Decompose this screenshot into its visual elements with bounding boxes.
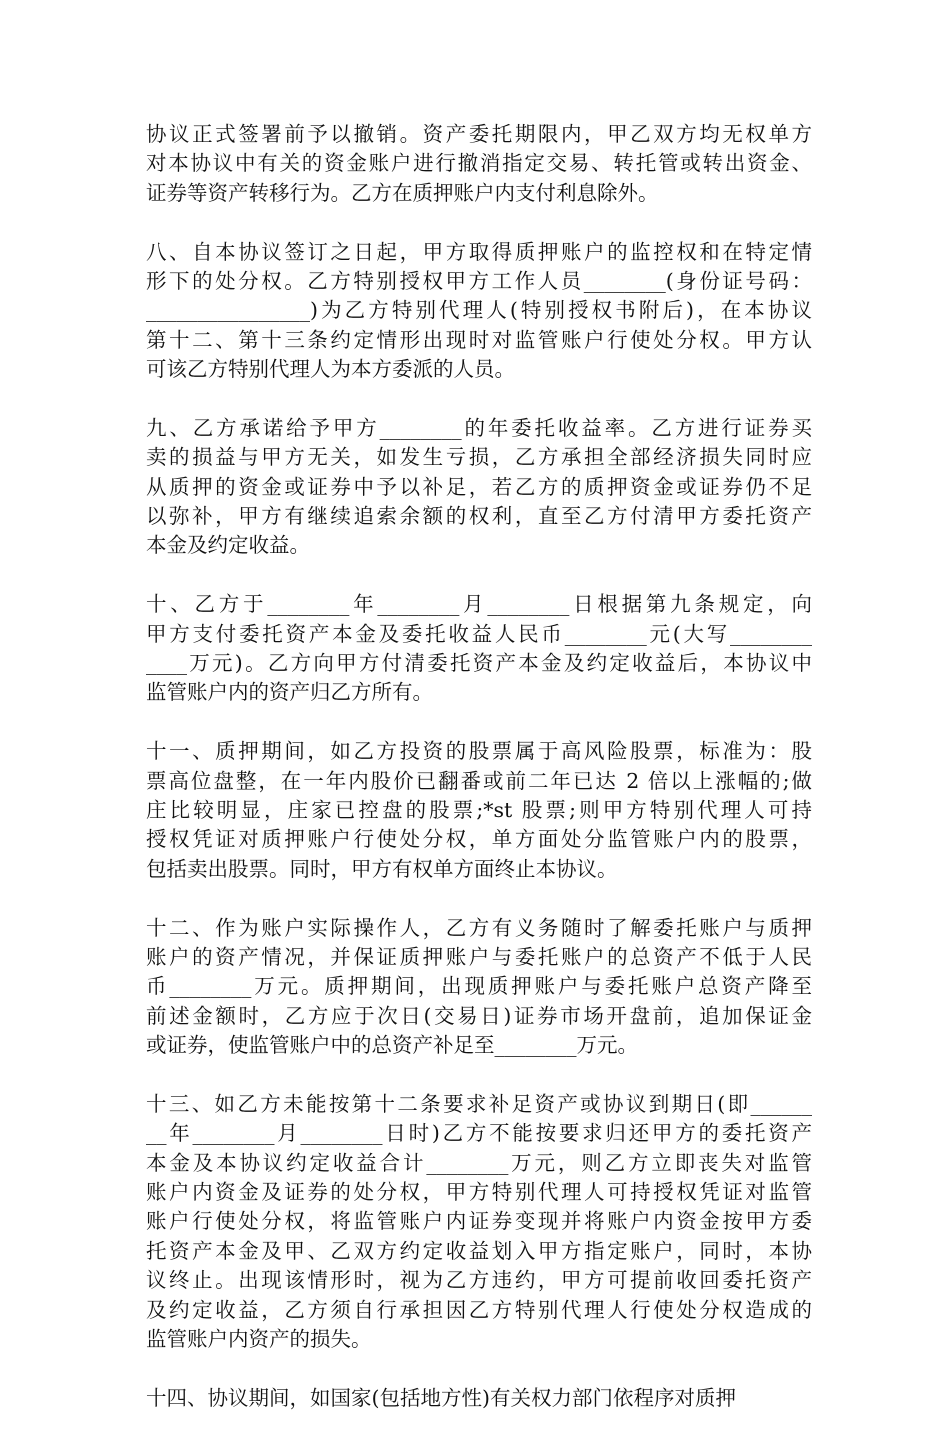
text-line: 以弥补，甲方有继续追索余额的权利，直至乙方付清甲方委托资产 (146, 504, 812, 529)
text-line: 甲方支付委托资产本金及委托收益人民币________元(大写________ (146, 621, 812, 646)
text-line: 或证券，使监管账户中的总资产补足至________万元。 (146, 1033, 638, 1058)
text-line: 监管账户内资产的损失。 (146, 1327, 372, 1352)
text-line: 九、乙方承诺给予甲方________的年委托收益率。乙方进行证券买 (146, 415, 812, 440)
text-line: 授权凭证对质押账户行使处分权，单方面处分监管账户内的股票， (146, 827, 812, 852)
paragraph-p9 (146, 414, 812, 561)
text-line: 票高位盘整，在一年内股价已翻番或前二年已达 2 倍以上涨幅的;做 (146, 768, 812, 793)
text-line: 卖的损益与甲方无关，如发生亏损，乙方承担全部经济损失同时应 (146, 445, 812, 470)
text-line: 监管账户内的资产归乙方所有。 (146, 680, 433, 705)
text-line: 庄比较明显，庄家已控盘的股票;*st 股票;则甲方特别代理人可持 (146, 797, 812, 822)
text-line: 对本协议中有关的资金账户进行撤消指定交易、转托管或转出资金、 (146, 151, 812, 176)
text-line: 十四、协议期间，如国家(包括地方性)有关权力部门依程序对质押 (146, 1385, 736, 1410)
text-line: ____万元)。乙方向甲方付清委托资产本金及约定收益后，本协议中 (146, 651, 812, 676)
paragraph-p10 (146, 590, 812, 708)
paragraph-p8 (146, 238, 812, 385)
paragraph-p11 (146, 737, 812, 884)
text-line: 账户的资产情况，并保证质押账户与委托账户的总资产不低于人民 (146, 944, 812, 969)
text-line: 本金及本协议约定收益合计________万元，则乙方立即丧失对监管 (146, 1150, 812, 1175)
text-line: 包括卖出股票。同时，甲方有权单方面终止本协议。 (146, 856, 618, 881)
text-line: 托资产本金及甲、乙双方约定收益划入甲方指定账户，同时，本协 (146, 1238, 812, 1263)
text-line: 币________万元。质押期间，出现质押账户与委托账户总资产降至 (146, 974, 812, 999)
text-line: 十三、如乙方未能按第十二条要求补足资产或协议到期日(即______ (146, 1091, 812, 1116)
text-line: 议终止。出现该情形时，视为乙方违约，甲方可提前收回委托资产 (146, 1268, 812, 1293)
text-line: 协议正式签署前予以撤销。资产委托期限内，甲乙双方均无权单方 (146, 122, 812, 146)
paragraph-p13 (146, 1090, 812, 1355)
text-line: 账户行使处分权，将监管账户内证券变现并将账户内资金按甲方委 (146, 1209, 812, 1234)
text-line: 可该乙方特别代理人为本方委派的人员。 (146, 357, 515, 382)
text-line: 账户内资金及证券的处分权，甲方特别代理人可持授权凭证对监管 (146, 1180, 812, 1205)
text-line: 八、自本协议签订之日起，甲方取得质押账户的监控权和在特定情 (146, 239, 812, 264)
text-line: 证券等资产转移行为。乙方在质押账户内支付利息除外。 (146, 180, 659, 205)
text-line: 及约定收益，乙方须自行承担因乙方特别代理人行使处分权造成的 (146, 1297, 812, 1322)
text-line: ________________)为乙方特别代理人(特别授权书附后)，在本协议 (146, 298, 812, 323)
text-line: 前述金额时，乙方应于次日(交易日)证券市场开盘前，追加保证金 (146, 1003, 812, 1028)
paragraph-p7-cont (146, 120, 812, 208)
text-line: 第十二、第十三条约定情形出现时对监管账户行使处分权。甲方认 (146, 327, 812, 352)
text-line: 十二、作为账户实际操作人，乙方有义务随时了解委托账户与质押 (146, 915, 812, 940)
text-line: 十、乙方于________年________月________日根据第九条规定，向 (146, 592, 812, 617)
paragraph-p14 (146, 1384, 812, 1413)
text-line: 形下的处分权。乙方特别授权甲方工作人员________(身份证号码： (146, 268, 812, 293)
paragraph-p12 (146, 914, 812, 1061)
text-line: 本金及约定收益。 (146, 533, 310, 558)
document-body (146, 120, 812, 1443)
text-line: __年________月________日时)乙方不能按要求归还甲方的委托资产 (146, 1121, 812, 1146)
text-line: 十一、质押期间，如乙方投资的股票属于高风险股票，标准为：股 (146, 739, 812, 764)
text-line: 从质押的资金或证券中予以补足，若乙方的质押资金或证券仍不足 (146, 474, 812, 499)
